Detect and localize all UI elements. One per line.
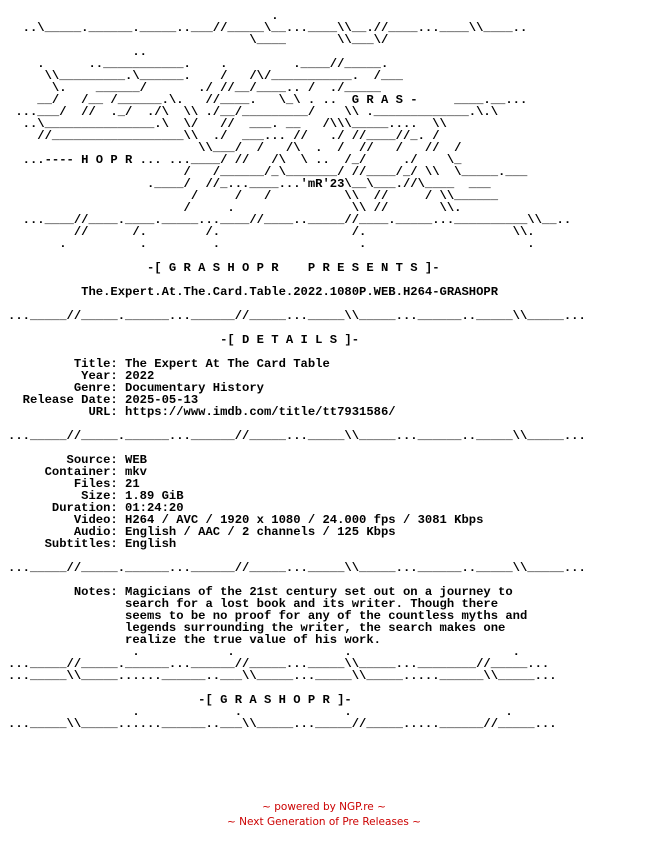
end-block-line: . . . .: [132, 705, 513, 719]
ascii-logo-line: . . . . .: [59, 237, 535, 251]
ascii-logo-line: ...---- H O P R ... ...____/ // /\ \ .. /_/ ./ \_: [22, 153, 462, 167]
divider: ..._____//_____.______...______//_____..._____\\_____...______.._____\\_____...: [8, 309, 586, 323]
ascii-logo-line: ...____//____.____._____...____//____.._____//____._____...__________\\__..: [22, 213, 572, 227]
details-row: URL: https://www.imdb.com/title/tt7931586/: [88, 405, 396, 419]
media-row: Container: mkv: [44, 465, 147, 479]
ascii-logo-line: . ..___________. . .____//_____.: [37, 57, 389, 71]
ascii-logo-line: __/ /__ /______.\. //____. \_\ . .. G R A S - ____.__...: [37, 93, 528, 107]
notes-line: Notes: Magicians of the 21st century set out on a journey to: [73, 585, 513, 599]
notes-line: realize the true value of his work.: [125, 633, 381, 647]
end-block-line: ..._____//_____.______...______//_____..._____\\_____...________//_____...: [8, 657, 550, 671]
footer-tagline: ~ Next Generation of Pre Releases ~: [227, 816, 421, 828]
ascii-logo-line: \____ \\___\/: [249, 33, 389, 47]
ascii-logo-line: //__________________\\ ./ ___... // ./ //____//_. /: [37, 129, 440, 143]
ascii-logo-line: ..: [132, 45, 147, 59]
notes-line: seems to be no proof for any of the countless myths and: [125, 609, 528, 623]
presents-line: -[ G R A S H O P R P R E S E N T S ]-: [146, 261, 440, 275]
media-row: Audio: English / AAC / 2 channels / 125 Kbps: [73, 525, 396, 539]
divider: ..._____//_____.______...______//_____..._____\\_____...______.._____\\_____...: [8, 429, 586, 443]
nfo-text: [8, 10, 586, 730]
media-row: Duration: 01:24:20: [51, 501, 184, 515]
ascii-logo-line: ..\_____.______._____..___//_____\__...____\\__.//____...____\\____..: [22, 21, 528, 35]
media-row: Source: WEB: [66, 453, 147, 467]
ascii-logo-line: .____/ //_...____...'mR'23\__\___.//\____ ___: [146, 177, 491, 191]
footer: [0, 800, 648, 830]
release-name: The.Expert.At.The.Card.Table.2022.1080P.WEB.H264-GRASHOPR: [81, 285, 499, 299]
divider: ..._____//_____.______...______//_____..._____\\_____...______.._____\\_____...: [8, 561, 586, 575]
details-header: -[ D E T A I L S ]-: [220, 333, 360, 347]
details-row: Genre: Documentary History: [73, 381, 264, 395]
ascii-logo-line: ..\_______________.\ \/ // ___. __ /\\\_____.... \\: [22, 117, 447, 131]
details-row: Title: The Expert At The Card Table: [73, 357, 330, 371]
ascii-logo-line: \. ______/ ./ //__/____.. / ./_____: [51, 81, 381, 95]
media-row: Video: H264 / AVC / 1920 x 1080 / 24.000 fps / 3081 Kbps: [73, 513, 484, 527]
details-row: Release Date: 2025-05-13: [22, 393, 199, 407]
ascii-logo-line: // /. /. /. \\.: [73, 225, 535, 239]
ascii-logo-line: \\___/ / /\ . / // / // /: [198, 141, 462, 155]
notes-line: legends surrounding the writer, the search makes one: [125, 621, 506, 635]
ascii-logo-line: / . \\ // \\.: [183, 201, 462, 215]
end-block-line: ..._____\\_____......______..___\\_____..._____//_____.....______//_____...: [8, 717, 557, 731]
ascii-logo-line: .: [271, 9, 279, 23]
media-row: Files: 21: [73, 477, 140, 491]
end-block-line: -[ G R A S H O P R ]-: [198, 693, 352, 707]
ascii-logo-line: ...___/ // ._/ ./\ \\ ./__/_________/ \\ ._____________.\.\: [15, 105, 499, 119]
end-block-line: . . . .: [132, 645, 520, 659]
notes-line: search for a lost book and its writer. Though there: [125, 597, 499, 611]
media-row: Size: 1.89 GiB: [81, 489, 184, 503]
end-block-line: ..._____\\_____......______..___\\_____..._____\\_____.....______\\_____...: [8, 669, 557, 683]
ascii-logo-line: / /______/_\_______/ //____/_/ \\ \_____.___: [183, 165, 528, 179]
ascii-logo-line: / / / \\ // / \\______: [190, 189, 499, 203]
details-row: Year: 2022: [81, 369, 155, 383]
ascii-logo-line: \\_________.\______. / /\/___________. /___: [44, 69, 403, 83]
footer-powered-by: ~ powered by NGP.re ~: [262, 801, 386, 813]
media-row: Subtitles: English: [44, 537, 177, 551]
